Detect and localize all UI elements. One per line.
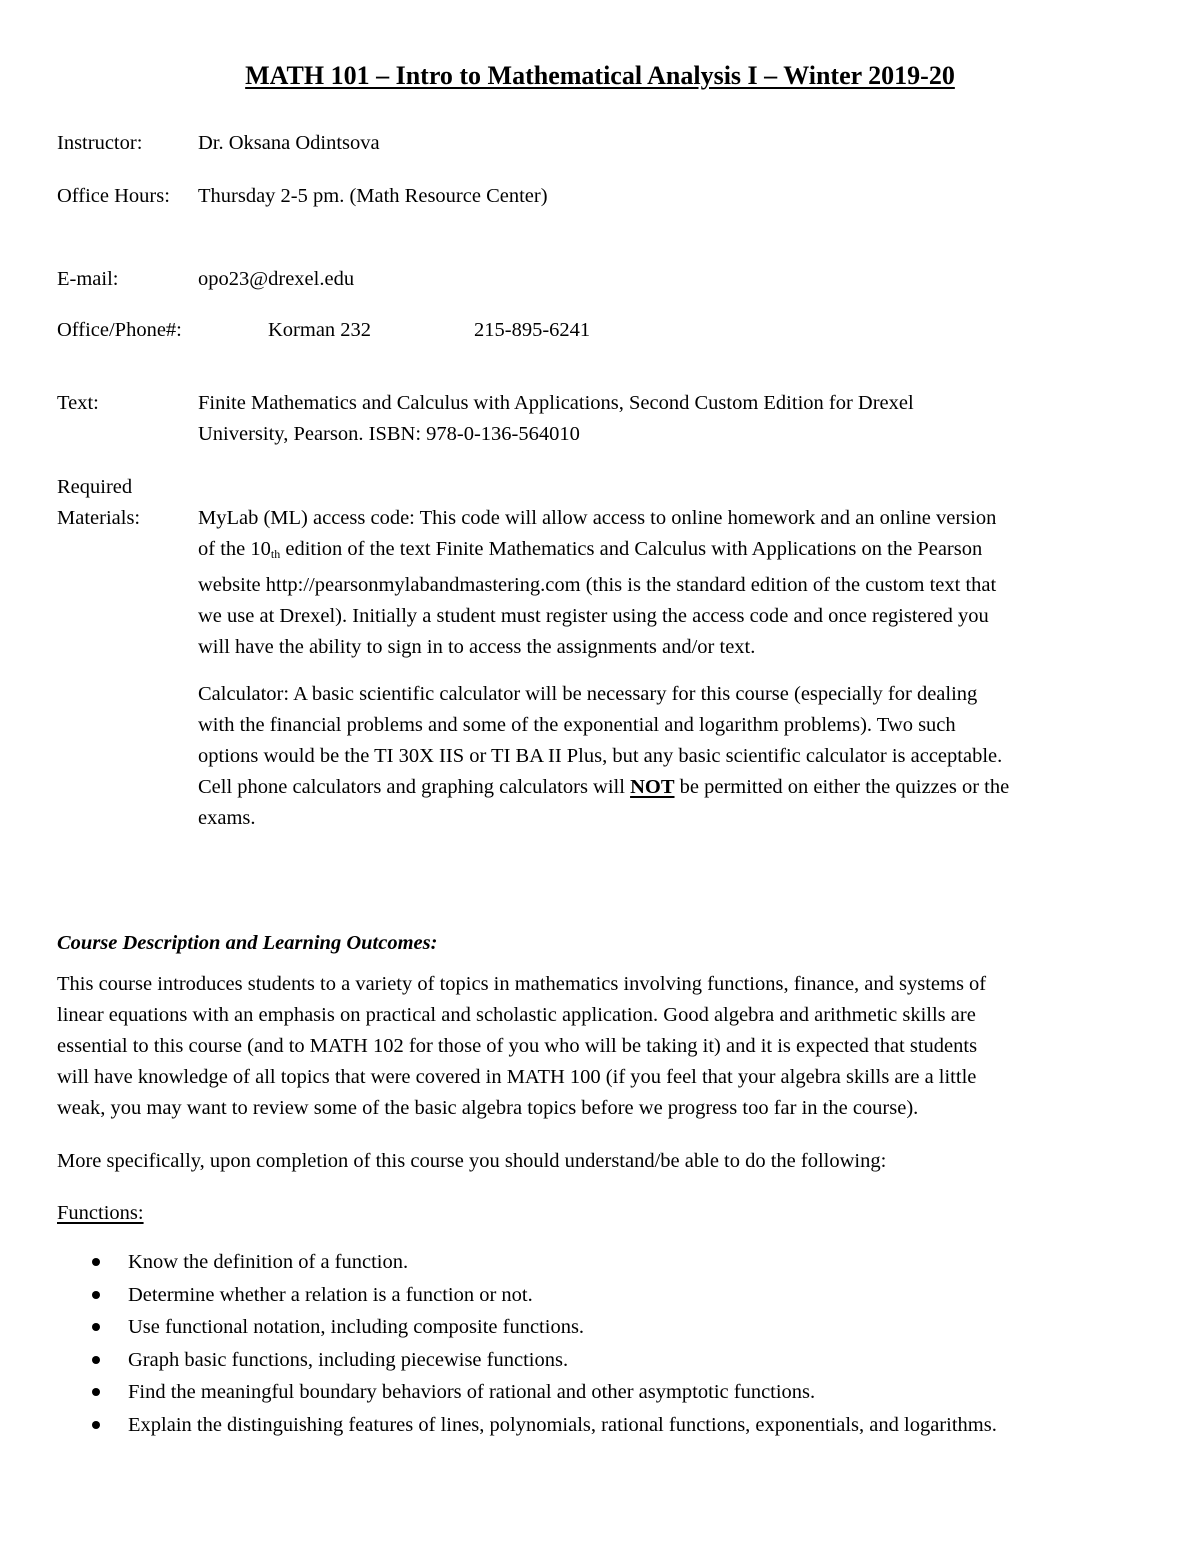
office-hours-label: Office Hours:	[57, 185, 170, 207]
description-line: weak, you may want to review some of the basic algebra topics before we progress too far in the course).	[57, 1097, 919, 1119]
office-phone-label: Office/Phone#:	[57, 319, 182, 341]
email-address: opo23@drexel.edu	[198, 268, 355, 290]
functions-outcome-list	[57, 1247, 1157, 1442]
mylab-line: MyLab (ML) access code: This code will allow access to online homework and an online version	[198, 507, 997, 529]
office-hours-value: Thursday 2-5 pm. (Math Resource Center)	[198, 185, 548, 207]
textbook-line: University, Pearson. ISBN: 978-0-136-564010	[198, 423, 580, 445]
instructor-label: Instructor:	[57, 132, 143, 154]
bullet-icon	[92, 1421, 100, 1429]
phone-number: 215-895-6241	[474, 319, 591, 341]
calculator-line: Cell phone calculators and graphing calculators will NOT be permitted on either the quizzes or the	[198, 776, 1010, 798]
calculator-paragraph	[198, 679, 1138, 834]
list-item: Determine whether a relation is a function or not.	[57, 1280, 1157, 1313]
bullet-icon	[92, 1258, 100, 1266]
mylab-line: of the $10_{th}$ edition of the text Finite Mathematics and Calculus with Applications on the Pearson	[198, 538, 983, 561]
textbook-line: Finite Mathematics and Calculus with Applications, Second Custom Edition for Drexel	[198, 392, 914, 414]
materials-label-line2: Materials:	[57, 507, 141, 529]
list-item: Find the meaningful boundary behaviors of rational and other asymptotic functions.	[57, 1377, 1157, 1410]
more-specifically-text: More specifically, upon completion of this course you should understand/be able to do the following:	[57, 1150, 887, 1172]
course-description-heading: Course Description and Learning Outcomes:	[57, 932, 438, 954]
textbook-info	[198, 388, 1138, 450]
instructor-name: Dr. Oksana Odintsova	[198, 132, 380, 154]
office-location: Korman 232	[268, 319, 372, 341]
not-emphasis: NOT	[630, 776, 675, 798]
bullet-icon	[92, 1356, 100, 1364]
description-line: This course introduces students to a variety of topics in mathematics involving functions, finance, and systems of	[57, 973, 987, 995]
description-line: will have knowledge of all topics that were covered in MATH 100 (if you feel that your algebra skills are a little	[57, 1066, 977, 1088]
course-description-paragraph	[57, 969, 1157, 1124]
bullet-icon	[92, 1323, 100, 1331]
list-item: Graph basic functions, including piecewise functions.	[57, 1345, 1157, 1378]
description-line: essential to this course (and to MATH 102 for those of you who will be taking it) and it is expected that students	[57, 1035, 978, 1057]
mylab-line: we use at Drexel). Initially a student must register using the access code and once registered you	[198, 605, 989, 627]
superscript-th: th	[270, 547, 281, 561]
mylab-line: will have the ability to sign in to access the assignments and/or text.	[198, 636, 756, 658]
list-item: Explain the distinguishing features of lines, polynomials, rational functions, exponentials, and logarithms.	[57, 1410, 1157, 1443]
functions-heading: Functions:	[57, 1202, 144, 1224]
bullet-icon	[92, 1291, 100, 1299]
mylab-line: website http://pearsonmylabandmastering.com (this is the standard edition of the custom text that	[198, 574, 997, 596]
email-label: E-mail:	[57, 268, 119, 290]
materials-label-line1: Required	[57, 476, 133, 498]
list-item: Know the definition of a function.	[57, 1247, 1157, 1280]
description-line: linear equations with an emphasis on practical and scholastic application. Good algebra and arithmetic skills are	[57, 1004, 976, 1026]
bullet-icon	[92, 1388, 100, 1396]
text-label: Text:	[57, 392, 99, 414]
list-item: Use functional notation, including composite functions.	[57, 1312, 1157, 1345]
mylab-paragraph	[198, 503, 1138, 663]
page-title: MATH 101 – Intro to Mathematical Analysis I – Winter 2019-20	[245, 61, 955, 90]
calculator-line: options would be the TI 30X IIS or TI BA II Plus, but any basic scientific calculator is acceptable.	[198, 745, 1003, 767]
calculator-line: exams.	[198, 807, 256, 829]
calculator-line: Calculator: A basic scientific calculator will be necessary for this course (especially for dealing	[198, 683, 978, 705]
calculator-line: with the financial problems and some of the exponential and logarithm problems). Two such	[198, 714, 956, 736]
